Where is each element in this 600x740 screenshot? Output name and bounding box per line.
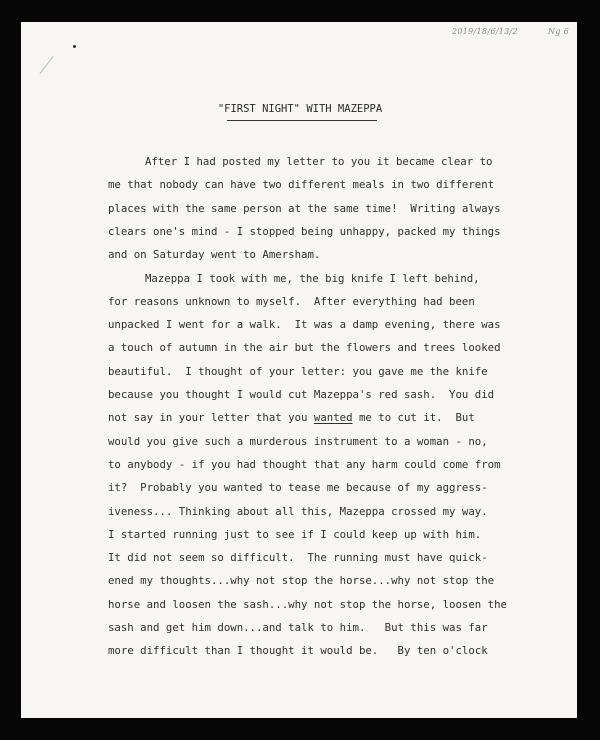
text-line: me that nobody can have two different meals in two different: [108, 178, 495, 191]
text-line: would you give such a murderous instrument to a woman - no,: [108, 435, 488, 448]
text-line: After I had posted my letter to you it became clear to: [145, 155, 493, 168]
text-line: [108, 411, 475, 425]
text-segment: me to cut it. But: [352, 411, 475, 424]
text-line: for reasons unknown to myself. After everything had been: [108, 295, 475, 308]
archive-reference: 2019/18/6/13/2: [452, 27, 518, 36]
text-line: places with the same person at the same time! Writing always: [108, 202, 501, 215]
text-line: sash and get him down...and talk to him. But this was far: [108, 621, 488, 634]
text-line: Mazeppa I took with me, the big knife I left behind,: [145, 272, 480, 285]
text-line: clears one's mind - I stopped being unhappy, packed my things: [108, 225, 501, 238]
title-underline: [227, 120, 377, 121]
text-line: a touch of autumn in the air but the flowers and trees looked: [108, 341, 501, 354]
page-reference: Ng 6: [548, 27, 569, 36]
underlined-word: wanted: [313, 411, 353, 424]
text-line: It did not seem so difficult. The running must have quick-: [108, 551, 488, 564]
text-line: it? Probably you wanted to tease me because of my aggress-: [108, 481, 488, 494]
text-line: unpacked I went for a walk. It was a damp evening, there was: [108, 318, 501, 331]
text-line: and on Saturday went to Amersham.: [108, 248, 321, 261]
ink-speck: [73, 45, 76, 48]
text-line: because you thought I would cut Mazeppa's red sash. You did: [108, 388, 495, 401]
text-line: iveness... Thinking about all this, Mazeppa crossed my way.: [108, 505, 488, 518]
text-line: horse and loosen the sash...why not stop the horse, loosen the: [108, 598, 507, 611]
text-line: to anybody - if you had thought that any harm could come from: [108, 458, 501, 471]
text-line: beautiful. I thought of your letter: you gave me the knife: [108, 365, 488, 378]
text-line: I started running just to see if I could keep up with him.: [108, 528, 482, 541]
page-title: "FIRST NIGHT" WITH MAZEPPA: [217, 103, 383, 115]
text-line: more difficult than I thought it would be. By ten o'clock: [108, 644, 488, 657]
text-segment: not say in your letter that you: [108, 411, 314, 424]
text-line: ened my thoughts...why not stop the horse...why not stop the: [108, 574, 495, 587]
